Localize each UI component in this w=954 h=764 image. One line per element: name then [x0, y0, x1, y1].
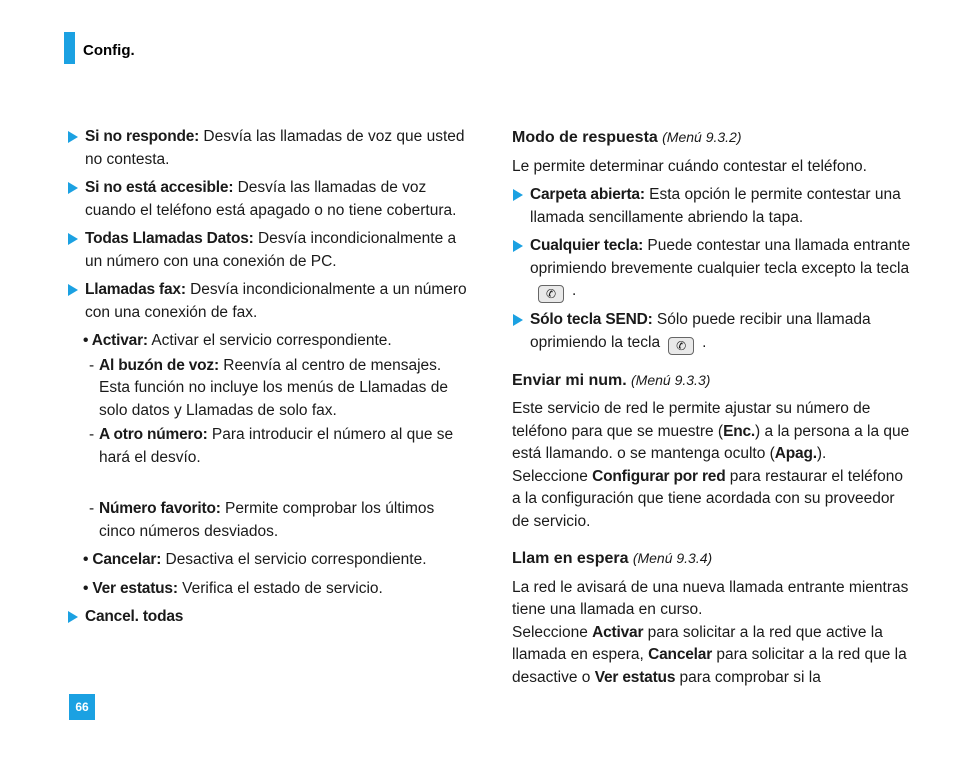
- section-heading: Llam en espera (Menú 9.3.4): [512, 550, 713, 567]
- paragraph: Este servicio de red le permite ajustar su número de teléfono para que se muestre (Enc.) a la persona a la que está llamando. o se mantenga oculto (Apag.). Seleccione Configurar por red para restaurar el teléfono a la configuración que tiene acordada con su proveedor de servicio.: [512, 400, 910, 530]
- list-item: Todas Llamadas Datos: Desvía incondicionalmente a un número con una conexión de PC.: [67, 228, 467, 273]
- sub-list-item: • Ver estatus: Verifica el estado de servicio.: [83, 579, 383, 597]
- end-key-icon: ✆: [538, 285, 564, 303]
- paragraph: Le permite determinar cuándo contestar el teléfono.: [512, 157, 867, 175]
- triangle-bullet-icon: [68, 233, 78, 245]
- list-item: Carpeta abierta: Esta opción le permite contestar una llamada sencillamente abriendo la tapa.: [512, 184, 912, 229]
- sub-list-item: • Cancelar: Desactiva el servicio correspondiente.: [83, 551, 427, 568]
- list-item: Llamadas fax: Desvía incondicionalmente a un número con una conexión de fax.: [67, 279, 467, 324]
- section-heading: Enviar mi num. (Menú 9.3.3): [512, 371, 711, 389]
- list-item: Cualquier tecla: Puede contestar una llamada entrante oprimiendo brevemente cualquier tecla excepto la tecla✆ .: [512, 235, 912, 303]
- right-column: [512, 126, 912, 689]
- list-item: Si no está accesible: Desvía las llamadas de voz cuando el teléfono está apagado o no tiene cobertura.: [67, 177, 467, 222]
- sub-sub-list-item: - Número favorito: Permite comprobar los últimos cinco números desviados.: [89, 500, 435, 540]
- paragraph: La red le avisará de una nueva llamada entrante mientras tiene una llamada en curso. Seleccione Activar para solicitar a la red que active la llamada en espera, Cancelar para solicitar a la red que la desactive o Ver estatus para comprobar si la: [512, 578, 909, 686]
- triangle-bullet-icon: [68, 611, 78, 623]
- sub-list-item: • Activar: Activar el servicio correspondiente.: [83, 332, 392, 349]
- triangle-bullet-icon: [513, 314, 523, 326]
- list-item: Sólo tecla SEND: Sólo puede recibir una llamada oprimiendo la tecla ✆ .: [512, 309, 912, 355]
- sub-sub-list-item: - A otro número: Para introducir el número al que se hará el desvío.: [89, 426, 454, 466]
- section-heading: Modo de respuesta (Menú 9.3.2): [512, 129, 742, 146]
- section-title: Config.: [83, 42, 135, 59]
- page-number: 66: [69, 694, 95, 720]
- list-item: Cancel. todas: [67, 606, 467, 629]
- triangle-bullet-icon: [68, 284, 78, 296]
- triangle-bullet-icon: [68, 131, 78, 143]
- send-key-icon: ✆: [668, 337, 694, 355]
- sub-sub-list-item: - Al buzón de voz: Reenvía al centro de mensajes. Esta función no incluye los menús de Llamadas de solo datos y Llamadas de solo fax.: [89, 356, 448, 419]
- triangle-bullet-icon: [68, 182, 78, 194]
- triangle-bullet-icon: [513, 189, 523, 201]
- triangle-bullet-icon: [513, 240, 523, 252]
- left-column: [67, 126, 467, 629]
- header-accent-bar: [64, 32, 75, 64]
- list-item: Si no responde: Desvía las llamadas de voz que usted no contesta.: [67, 126, 467, 171]
